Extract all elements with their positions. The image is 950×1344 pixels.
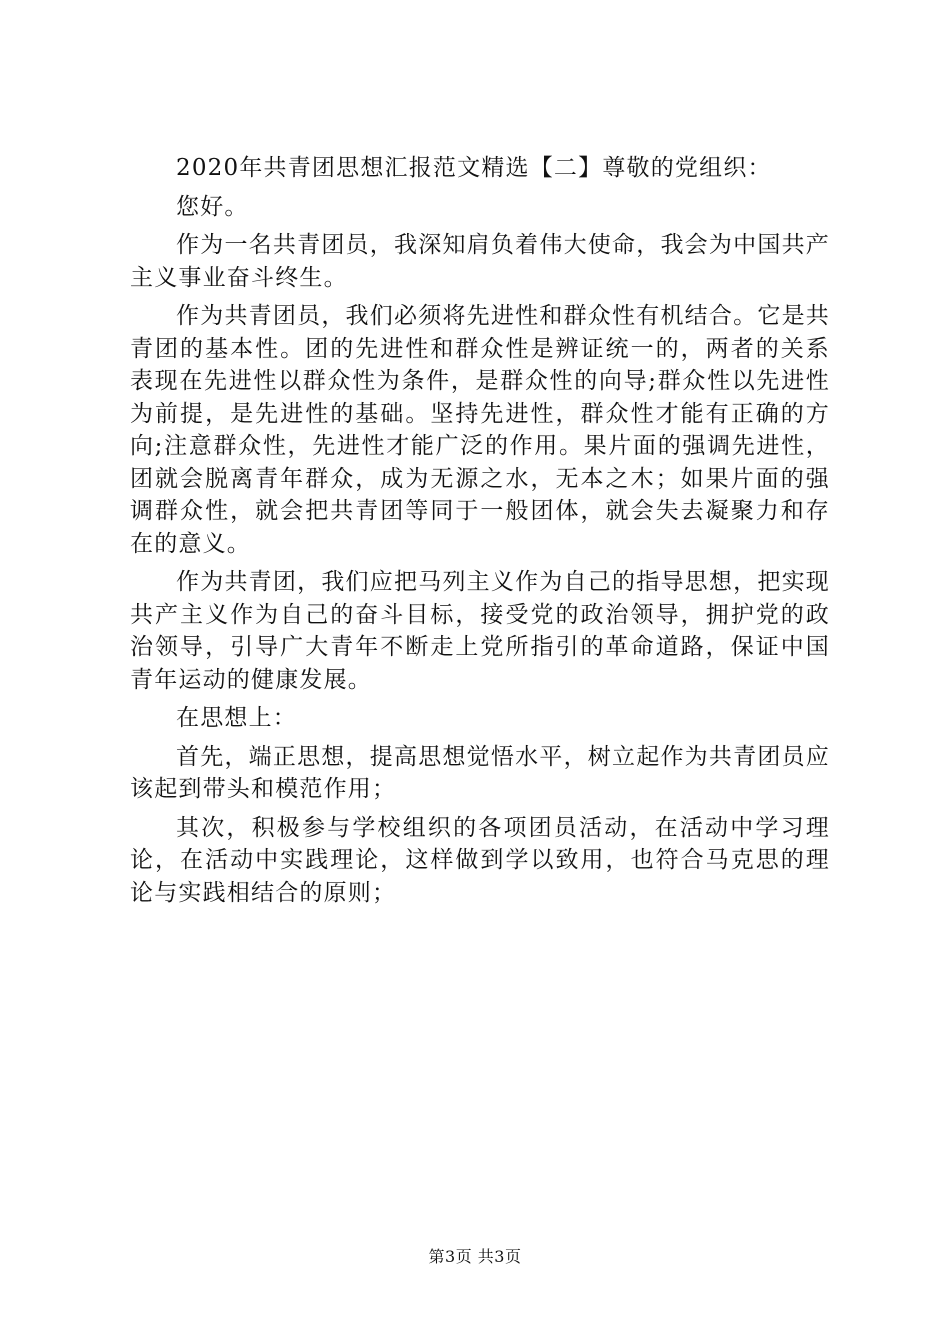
- paragraph-second: 其次，积极参与学校组织的各项团员活动，在活动中学习理论，在活动中实践理论，这样做到学以致用，也符合马克思的理论与实践相结合的原则；: [130, 814, 830, 906]
- paragraph-guiding-thought: 作为共青团，我们应把马列主义作为自己的指导思想，把实现共产主义作为自己的奋斗目标，接受党的政治领导，拥护党的政治领导，引导广大青年不断走上党所指引的革命道路，保证中国青年运动的健康发展。: [130, 569, 830, 693]
- page-number-label: 第3页 共3页: [428, 1247, 522, 1266]
- document-body: [130, 152, 830, 915]
- page-footer: [0, 1244, 950, 1267]
- paragraph-ideology-heading: 在思想上：: [176, 705, 297, 731]
- paragraph-first: 首先，端正思想，提高思想觉悟水平，树立起作为共青团员应该起到带头和模范作用；: [130, 743, 830, 802]
- paragraph-advancement-mass: 作为共青团员，我们必须将先进性和群众性有机结合。它是共青团的基本性。团的先进性和群众性是辨证统一的，两者的关系表现在先进性以群众性为条件，是群众性的向导;群众性以先进性为前提，是先进性的基础。坚持先进性，群众性才能有正确的方向;注意群众性，先进性才能广泛的作用。果片面的强调先进性，团就会脱离青年群众，成为无源之水，无本之木；如果片面的强调群众性，就会把共青团等同于一般团体，就会失去凝聚力和存在的意义。: [130, 303, 830, 557]
- paragraph-hello: 您好。: [176, 193, 249, 220]
- paragraph-mission: 作为一名共青团员，我深知肩负着伟大使命，我会为中国共产主义事业奋斗终生。: [130, 232, 830, 291]
- paragraph-title-greeting: 2020年共青团思想汇报范文精选【二】尊敬的党组织：: [176, 155, 772, 181]
